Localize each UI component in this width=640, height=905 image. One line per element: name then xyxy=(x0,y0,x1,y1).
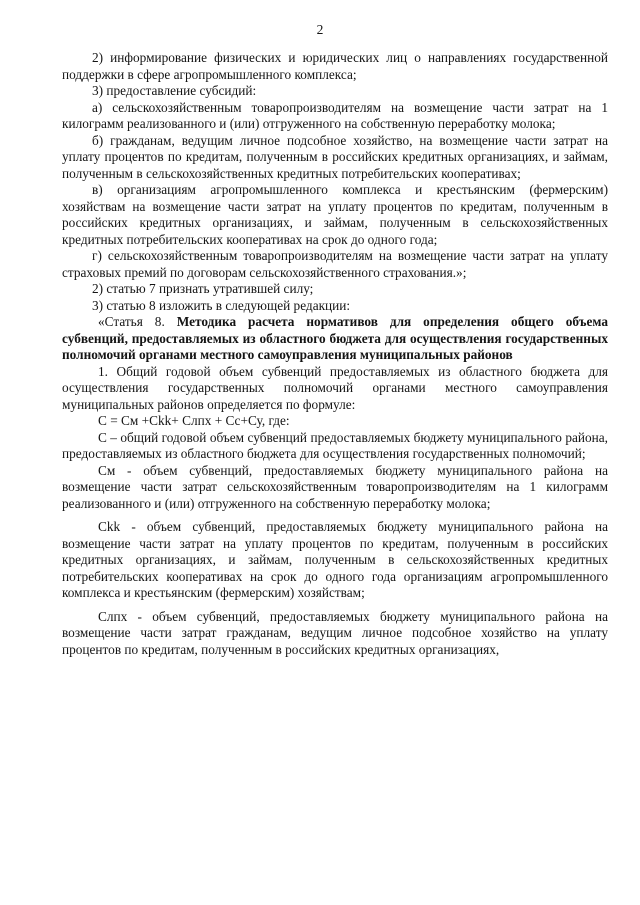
spacer xyxy=(62,512,608,519)
article-8-title: Методика расчета нормативов для определения общего объема субвенций, предоставляемых из областного бюджета для осуществления государственных полномочий органами местного самоуправления муниципальных районов xyxy=(62,314,608,362)
article-8-prefix: «Статья 8. xyxy=(98,314,177,329)
page-number: 2 xyxy=(316,22,324,37)
definition-ckk: Сkk - объем субвенций, предоставляемых бюджету муниципального района на возмещение части затрат на уплату процентов по кредитам, полученным в российских кредитных организациях, и займам, полученным в сельскохозяйственных кредитных потребительских кооперативах на срок до одного года организациям агропромышленного комплекса и крестьянским (фермерским) хозяйствам; xyxy=(62,519,608,600)
definition-c: С – общий годовой объем субвенций предоставляемых бюджету муниципального района, предоставляемых из областного бюджета для осуществления государственных полномочий; xyxy=(62,429,608,461)
method-paragraph-1: 1. Общий годовой объем субвенций предоставляемых из областного бюджета для осуществления государственных полномочий органами местного самоуправления муниципальных районов определяется по формуле: xyxy=(62,363,608,412)
document-body xyxy=(62,50,608,658)
paragraph-subitem-a: а) сельскохозяйственным товаропроизводителям на возмещение части затрат на 1 килограмм реализованного и (или) отгруженного на собственную переработку молока; xyxy=(62,99,608,131)
article-8-heading xyxy=(62,314,608,364)
paragraph-subitem-g: г) сельскохозяйственным товаропроизводителям на возмещение части затрат на уплату страховых премий по договорам сельскохозяйственного страхования.»; xyxy=(62,248,608,280)
definition-cm: См - объем субвенций, предоставляемых бюджету муниципального района на возмещение части затрат сельскохозяйственным товаропроизводителям на 1 килограмм реализованного и (или) отгруженного на собственную переработку молока; xyxy=(62,462,608,511)
formula: С = См +Сkk+ Слпх + Сс+Су, где: xyxy=(98,413,290,428)
paragraph-subitem-v: в) организациям агропромышленного комплекса и крестьянским (фермерским) хозяйствам на возмещение части затрат на уплату процентов по кредитам, полученным в российских кредитных организациях, и займам, полученным в сельскохозяйственных кредитных потребительских кооперативах на срок до одного года; xyxy=(62,182,608,247)
definition-clph: Слпх - объем субвенций, предоставляемых бюджету муниципального района на возмещение части затрат гражданам, ведущим личное подсобное хозяйство на уплату процентов по кредитам, полученным в российских кредитных организациях, xyxy=(62,608,608,657)
spacer xyxy=(62,602,608,609)
paragraph-article-8-intro: 3) статью 8 изложить в следующей редакции: xyxy=(92,297,351,313)
paragraph-item-3: 3) предоставление субсидий: xyxy=(92,83,257,98)
paragraph-item-2: 2) информирование физических и юридических лиц о направлениях государственной поддержки в сфере агропромышленного комплекса; xyxy=(62,50,608,82)
paragraph-subitem-b: б) гражданам, ведущим личное подсобное хозяйство, на возмещение части затрат на уплату процентов по кредитам, полученным в российских кредитных организациях, и займам, полученным в сельскохозяйственных кредитных потребительских кооперативах; xyxy=(62,132,608,181)
paragraph-article-7: 2) статью 7 признать утратившей силу; xyxy=(92,281,314,296)
